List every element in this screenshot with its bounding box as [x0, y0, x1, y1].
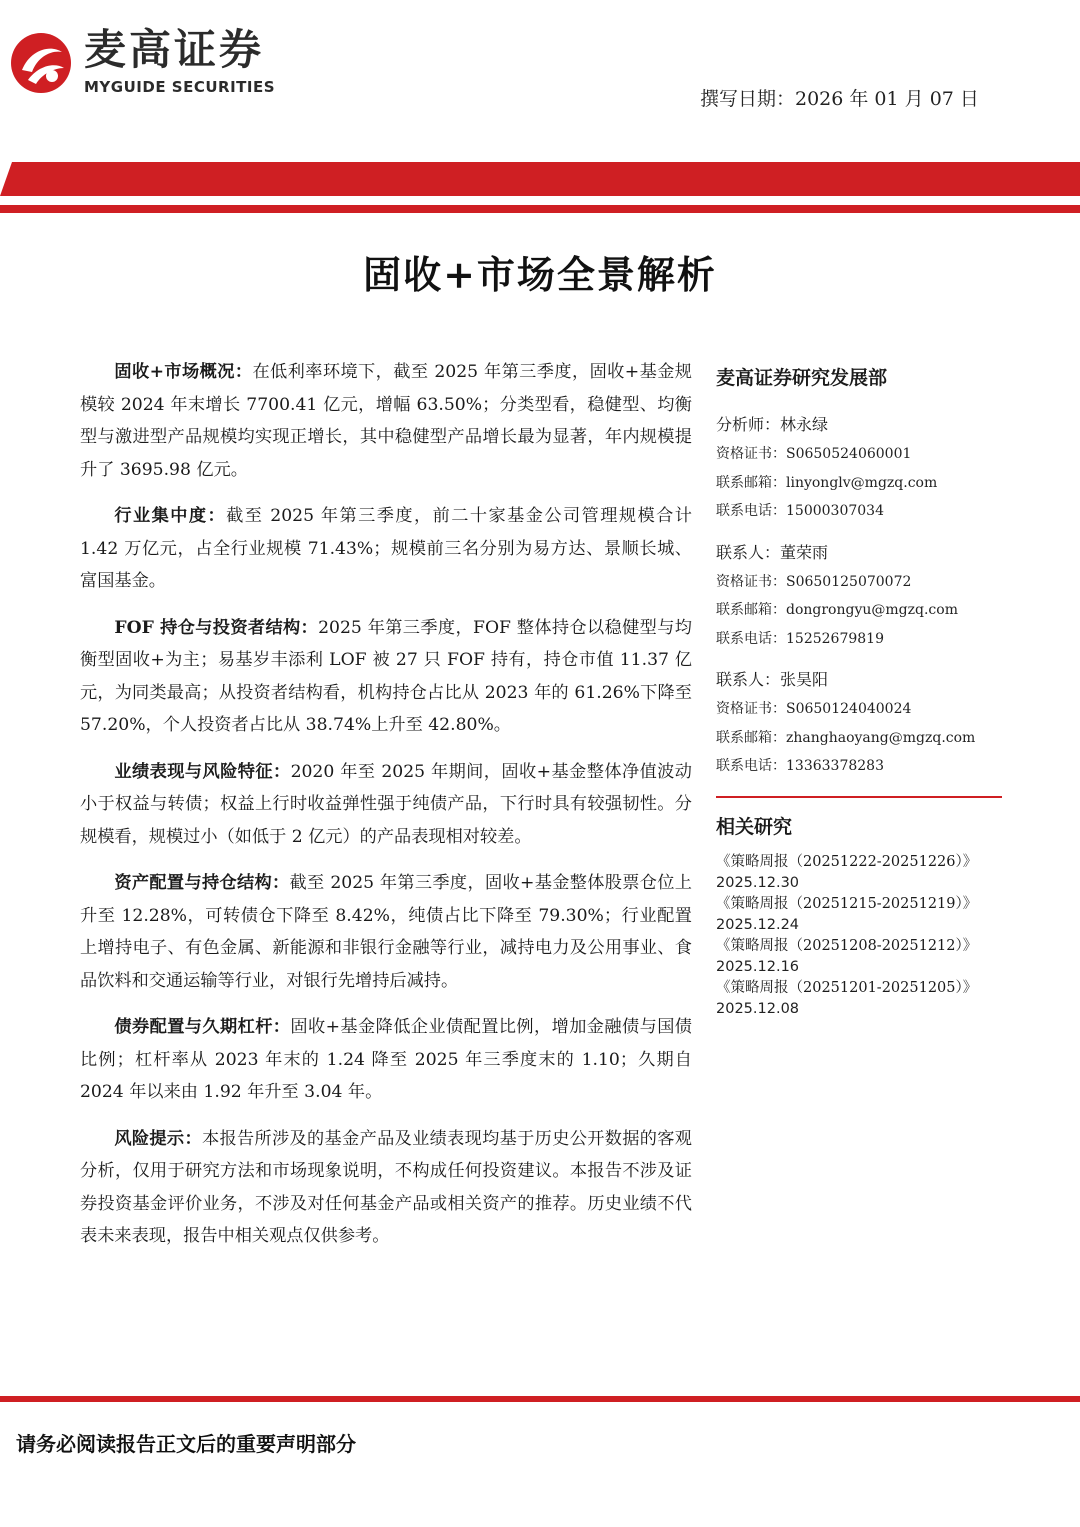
brand-name-cn: 麦高证券 [84, 25, 265, 74]
paragraph-bonds [80, 1011, 692, 1109]
paragraph-text: 本报告所涉及的基金产品及业绩表现均基于历史公开数据的客观分析，仅用于研究方法和市场现象说明，不构成任何投资建议。本报告不涉及证券投资基金评价业务，不涉及对任何基金产品或相关资产的推荐。历史业绩不代表未来表现，报告中相关观点仅供参考。 [80, 1128, 692, 1246]
paragraph-text: 2020 年至 2025 年期间，固收+基金整体净值波动小于权益与转债；权益上行时收益弹性强于纯债产品，下行时具有较强韧性。分规模看，规模过小（如低于 2 亿元）的产品表现相对较差。 [80, 761, 692, 847]
paragraph-text: 2025 年第三季度，FOF 整体持仓以稳健型与均衡型固收+为主；易基岁丰添利 LOF 被 27 只 FOF 持有，持仓市值 11.37 亿元，为同类最高；从投资者结构看，机构持仓占比从 2023 年的 61.26%下降至 57.20%，个人投资者占比从 38.74%上升至 42.80%。 [80, 617, 692, 735]
contact-email: 联系邮箱：linyonglv@mgzq.com [716, 474, 938, 491]
contact-name: 联系人：张昊阳 [716, 670, 829, 689]
contact-phone: 联系电话：15252679819 [716, 630, 884, 647]
paragraph-performance [80, 756, 692, 854]
footer-divider [0, 1396, 1080, 1402]
paragraph-lead: 固收+市场概况： [114, 362, 253, 382]
paragraph-lead: 风险提示： [114, 1128, 202, 1149]
brand-name-en: MYGUIDE SECURITIES [84, 78, 276, 96]
paragraph-concentration [80, 500, 692, 598]
contact-cert: 资格证书：S0650524060001 [716, 446, 912, 462]
contact-phone: 联系电话：15000307034 [716, 503, 884, 519]
related-report-date: 2025.12.16 [716, 959, 800, 975]
list-item[interactable] [716, 894, 1006, 936]
contact-phone: 联系电话：13363378283 [716, 758, 884, 774]
contact-name: 分析师：林永绿 [716, 415, 829, 434]
header-banner [0, 162, 1080, 196]
related-research-list [716, 852, 1006, 1020]
paragraph-fof [80, 612, 692, 742]
contact-email: 联系邮箱：dongrongyu@mgzq.com [716, 602, 958, 618]
related-report-title: 《策略周报（20251215-20251219）》 [716, 896, 978, 912]
related-research-title: 相关研究 [716, 816, 793, 838]
sidebar-divider [716, 796, 1002, 798]
paragraph-text: 在低利率环境下，截至 2025 年第三季度，固收+基金规模较 2024 年末增长 7700.41 亿元，增幅 63.50%；分类型看，稳健型、均衡型与激进型产品规模均实现正增长，其中稳健型产品增长最为显著，年内规模提升了 3695.98 亿元。 [80, 362, 692, 480]
contact-email: 联系邮箱：zhanghaoyang@mgzq.com [716, 729, 976, 746]
sidebar [716, 364, 1006, 793]
report-title: 固收+市场全景解析 [363, 252, 717, 297]
related-report-title: 《策略周报（20251201-20251205）》 [716, 980, 978, 996]
paragraph-lead: 资产配置与持仓结构： [114, 873, 290, 893]
paragraph-risk [80, 1123, 692, 1253]
header-divider [0, 205, 1080, 213]
list-item[interactable] [716, 852, 1006, 894]
contact-card [716, 410, 1006, 526]
list-item[interactable] [716, 978, 1006, 1020]
department-name: 麦高证券研究发展部 [716, 367, 888, 389]
contact-cert: 资格证书：S0650125070072 [716, 573, 912, 590]
paragraph-text: 截至 2025 年第三季度，固收+基金整体股票仓位上升至 12.28%，可转债仓下降至 8.42%，纯债占比下降至 79.30%；行业配置上增持电子、有色金属、新能源和非银行金融等行业，减持电力及公用事业、食品饮料和交通运输等行业，对银行先增持后减持。 [80, 873, 692, 991]
paragraph-text: 截至 2025 年第三季度，前二十家基金公司管理规模合计 1.42 万亿元，占全行业规模 71.43%；规模前三名分别为易方达、景顺长城、富国基金。 [80, 506, 692, 591]
contact-card [716, 538, 1006, 654]
related-report-date: 2025.12.30 [716, 875, 800, 891]
report-date: 撰写日期：2026 年 01 月 07 日 [700, 88, 979, 110]
report-body [80, 356, 692, 1267]
contact-card [716, 665, 1006, 781]
contact-cert: 资格证书：S0650124040024 [716, 701, 912, 717]
related-report-date: 2025.12.08 [716, 1001, 800, 1017]
paragraph-lead: 债券配置与久期杠杆： [114, 1017, 291, 1037]
paragraph-allocation [80, 867, 692, 997]
paragraph-lead: FOF 持仓与投资者结构： [114, 617, 319, 638]
related-report-title: 《策略周报（20251222-20251226）》 [716, 854, 978, 870]
paragraph-lead: 业绩表现与风险特征： [114, 761, 291, 782]
related-report-date: 2025.12.24 [716, 917, 800, 933]
paragraph-text: 固收+基金降低企业债配置比例，增加金融债与国债比例；杠杆率从 2023 年末的 1.24 降至 2025 年三季度末的 1.10；久期自 2024 年以来由 1.92 年升至 3.04 年。 [80, 1017, 692, 1102]
related-report-title: 《策略周报（20251208-20251212）》 [716, 938, 978, 954]
list-item[interactable] [716, 936, 1006, 978]
brand-logo-icon [8, 30, 74, 96]
paragraph-overview [80, 356, 692, 486]
paragraph-lead: 行业集中度： [114, 506, 227, 526]
contact-name: 联系人：董荣雨 [716, 542, 829, 562]
footer-notice: 请务必阅读报告正文后的重要声明部分 [16, 1432, 356, 1456]
